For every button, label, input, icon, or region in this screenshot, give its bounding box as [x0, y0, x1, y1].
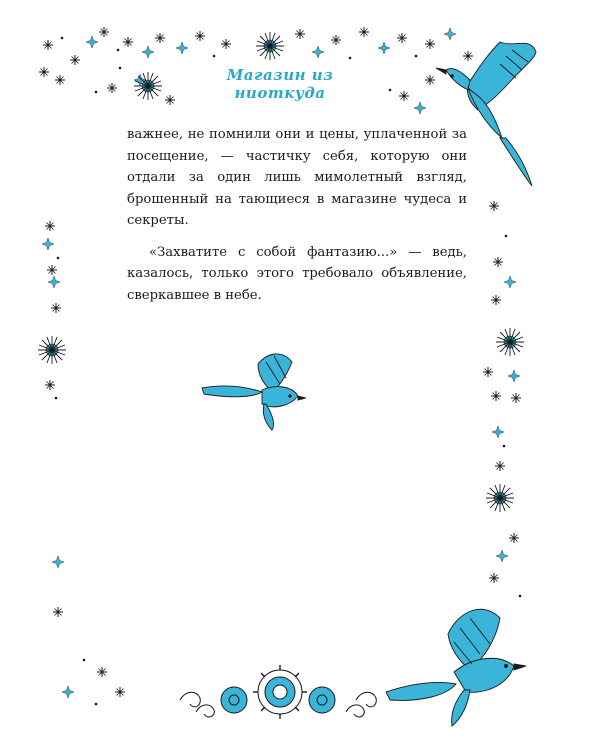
- bird-middle: [202, 354, 306, 430]
- paragraph: «Захватите с собой фантазию...» — ведь, казалось, только этого требовало объявление, сверкавшее в небе.: [127, 244, 467, 303]
- paragraph: важнее, не помнили они и цены, уплаченной за посещение, — частичку себя, которую они отдали за один лишь мимолетный взгляд, брошенный на тающиеся в магазине чудеса и секреты.: [127, 127, 467, 228]
- body-text: [127, 124, 467, 306]
- star-border-right: [483, 201, 524, 597]
- gear-ornament-bottom: [180, 665, 376, 719]
- running-title: Магазин из ниоткуда: [226, 66, 334, 102]
- star-border-left: [38, 221, 125, 705]
- bird-bottom-right: [386, 609, 526, 726]
